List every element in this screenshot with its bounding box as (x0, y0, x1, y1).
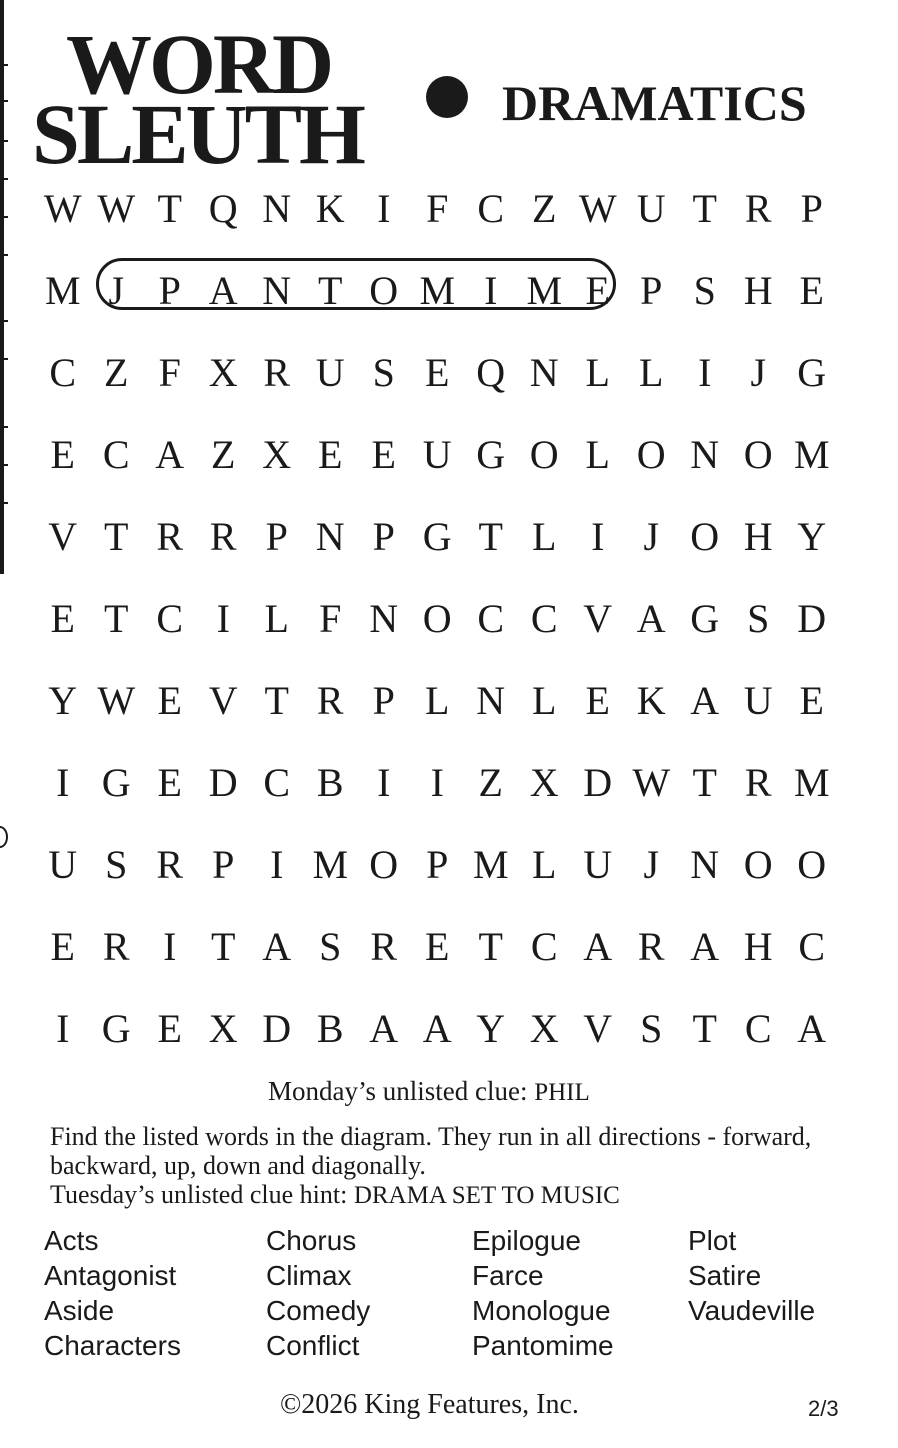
grid-letter: H (743, 924, 773, 969)
word-list-column (266, 1223, 370, 1363)
puzzle-theme: DRAMATICS (502, 75, 807, 131)
grid-letter: D (583, 760, 613, 805)
grid-letter: C (477, 186, 505, 231)
grid-letter: I (377, 760, 391, 805)
page-number: 2/3 (808, 1396, 839, 1421)
grid-letter: V (583, 1006, 613, 1051)
grid-letter: T (264, 678, 289, 723)
grid-letter: G (422, 514, 452, 559)
grid-letter: L (639, 350, 664, 395)
grid-letter: X (262, 432, 292, 477)
grid-row (36, 742, 836, 824)
grid-letter: M (793, 432, 830, 477)
grid-letter: N (315, 514, 345, 559)
margin-tick (0, 426, 8, 428)
grid-letter: I (163, 924, 177, 969)
grid-letter: W (43, 186, 82, 231)
word-list-item: Comedy (266, 1295, 371, 1326)
grid-letter: C (263, 760, 291, 805)
grid-row (36, 332, 836, 414)
grid-letter: K (315, 186, 345, 231)
puzzle-title-word: WORD (66, 16, 332, 112)
grid-letter: P (158, 268, 181, 313)
grid-letter: N (262, 186, 292, 231)
grid-letter: L (264, 596, 289, 641)
grid-letter: R (637, 924, 665, 969)
tuesday-clue (50, 1180, 620, 1211)
grid-letter: P (372, 678, 395, 723)
grid-letter: E (318, 432, 343, 477)
grid-letter: W (632, 760, 671, 805)
grid-letter: M (793, 760, 830, 805)
word-list-column (472, 1223, 614, 1363)
grid-letter: L (532, 514, 557, 559)
grid-letter: L (425, 678, 450, 723)
grid-letter: V (208, 678, 238, 723)
grid-letter: Y (797, 514, 827, 559)
grid-letter: E (157, 678, 182, 723)
grid-letter: A (155, 432, 185, 477)
grid-letter: S (747, 596, 770, 641)
margin-tick (0, 140, 8, 142)
grid-letter: E (50, 596, 75, 641)
grid-letter: U (315, 350, 345, 395)
monday-clue (268, 1076, 590, 1108)
grid-letter: W (578, 186, 617, 231)
margin-tick (0, 502, 8, 504)
word-list-item: Farce (472, 1260, 544, 1291)
grid-letter: I (56, 760, 70, 805)
grid-letter: A (369, 1006, 399, 1051)
grid-letter: I (377, 186, 391, 231)
grid-row (36, 988, 836, 1070)
grid-letter: M (44, 268, 81, 313)
monday-clue-answer: PHIL (534, 1079, 590, 1106)
word-list-item: Satire (688, 1260, 762, 1291)
grid-letter: F (158, 350, 181, 395)
tuesday-clue-answer: DRAMA SET TO MUSIC (353, 1182, 620, 1209)
grid-letter: X (208, 350, 238, 395)
grid-letter: E (585, 268, 610, 313)
grid-letter: E (585, 678, 610, 723)
grid-letter: A (208, 268, 238, 313)
grid-letter: I (56, 1006, 70, 1051)
margin-tick (0, 464, 8, 466)
margin-tick (0, 320, 8, 322)
grid-letter: L (532, 678, 557, 723)
grid-letter: O (743, 432, 773, 477)
grid-letter: A (636, 596, 666, 641)
grid-letter: R (744, 186, 772, 231)
grid-letter: T (104, 596, 129, 641)
grid-letter: R (156, 514, 184, 559)
word-list-item: Pantomime (472, 1330, 614, 1361)
grid-letter: E (425, 924, 450, 969)
grid-letter: T (157, 186, 182, 231)
grid-letter: T (692, 760, 717, 805)
tuesday-clue-label: Tuesday’s unlisted clue hint: (50, 1180, 348, 1209)
grid-letter: G (101, 1006, 131, 1051)
grid-letter: Z (104, 350, 129, 395)
margin-mark (0, 826, 8, 848)
grid-letter: R (370, 924, 398, 969)
grid-letter: P (640, 268, 663, 313)
grid-letter: O (690, 514, 720, 559)
margin-tick (0, 254, 8, 256)
grid-letter: E (799, 268, 824, 313)
grid-letter: R (102, 924, 130, 969)
grid-letter: M (472, 842, 509, 887)
copyright: ©2026 King Features, Inc. (280, 1389, 579, 1420)
grid-letter: I (216, 596, 230, 641)
grid-letter: J (108, 268, 125, 313)
grid-letter: J (750, 350, 767, 395)
grid-letter: I (270, 842, 284, 887)
grid-letter: A (422, 1006, 452, 1051)
grid-letter: C (477, 596, 505, 641)
grid-letter: E (371, 432, 396, 477)
grid-letter: H (743, 268, 773, 313)
grid-letter: U (636, 186, 666, 231)
grid-letter: A (583, 924, 613, 969)
grid-letter: T (211, 924, 236, 969)
grid-letter: P (426, 842, 449, 887)
grid-letter: O (369, 842, 399, 887)
grid-row (36, 496, 836, 578)
grid-letter: T (692, 186, 717, 231)
grid-letter: O (743, 842, 773, 887)
grid-letter: I (698, 350, 712, 395)
left-margin-rule (0, 0, 4, 574)
grid-letter: X (529, 760, 559, 805)
grid-letter: I (484, 268, 498, 313)
grid-letter: Z (532, 186, 557, 231)
grid-letter: F (319, 596, 342, 641)
grid-letter: U (48, 842, 78, 887)
grid-letter: A (797, 1006, 827, 1051)
word-list-item: Vaudeville (688, 1295, 816, 1326)
puzzle-title-sleuth: SLEUTH (32, 86, 363, 182)
grid-letter: R (263, 350, 291, 395)
grid-letter: G (690, 596, 720, 641)
word-list-column (688, 1223, 815, 1328)
word-list-item: Aside (44, 1295, 115, 1326)
word-list-column (44, 1223, 181, 1363)
grid-letter: L (585, 350, 610, 395)
grid-letter: K (636, 678, 666, 723)
grid-letter: S (640, 1006, 663, 1051)
grid-letter: T (692, 1006, 717, 1051)
grid-letter: Z (478, 760, 503, 805)
grid-letter: Z (211, 432, 236, 477)
grid-letter: C (49, 350, 77, 395)
grid-letter: E (50, 924, 75, 969)
grid-letter: D (797, 596, 827, 641)
grid-letter: U (583, 842, 613, 887)
grid-letter: A (262, 924, 292, 969)
grid-row (36, 824, 836, 906)
grid-letter: C (798, 924, 826, 969)
grid-letter: M (312, 842, 349, 887)
word-list-item: Climax (266, 1260, 352, 1291)
grid-letter: Q (476, 350, 506, 395)
grid-letter: R (156, 842, 184, 887)
monday-clue-label: Monday’s unlisted clue: (268, 1076, 528, 1106)
grid-letter: F (426, 186, 449, 231)
grid-letter: E (425, 350, 450, 395)
grid-letter: I (591, 514, 605, 559)
grid-letter: C (744, 1006, 772, 1051)
word-list-item: Epilogue (472, 1225, 581, 1256)
grid-letter: I (430, 760, 444, 805)
grid-letter: T (478, 924, 503, 969)
word-list-item: Characters (44, 1330, 181, 1361)
grid-letter: C (530, 924, 558, 969)
grid-letter: V (48, 514, 78, 559)
word-list-item: Acts (44, 1225, 99, 1256)
instructions: Find the listed words in the diagram. They run in all directions - forward, backward, up, down and diagonally. (50, 1122, 812, 1180)
margin-tick (0, 178, 8, 180)
grid-letter: L (532, 842, 557, 887)
grid-row (36, 414, 836, 496)
grid-letter: E (157, 760, 182, 805)
grid-letter: R (744, 760, 772, 805)
word-list-item: Antagonist (44, 1260, 177, 1291)
grid-letter: S (372, 350, 395, 395)
grid-letter: C (102, 432, 130, 477)
grid-letter: B (316, 1006, 344, 1051)
grid-letter: A (690, 678, 720, 723)
grid-letter: J (643, 842, 660, 887)
grid-letter: W (97, 678, 136, 723)
grid-letter: N (369, 596, 399, 641)
grid-letter: L (585, 432, 610, 477)
grid-letter: W (97, 186, 136, 231)
grid-row (36, 660, 836, 742)
found-word-circle (96, 258, 616, 310)
grid-letter: X (208, 1006, 238, 1051)
grid-letter: E (50, 432, 75, 477)
grid-letter: G (476, 432, 506, 477)
margin-tick (0, 64, 8, 66)
grid-letter: N (690, 842, 720, 887)
grid-letter: D (208, 760, 238, 805)
grid-letter: U (422, 432, 452, 477)
grid-letter: P (800, 186, 823, 231)
grid-letter: D (262, 1006, 292, 1051)
grid-letter: X (529, 1006, 559, 1051)
grid-letter: T (104, 514, 129, 559)
grid-letter: M (526, 268, 563, 313)
margin-tick (0, 358, 8, 360)
grid-letter: H (743, 514, 773, 559)
grid-letter: O (636, 432, 666, 477)
grid-letter: R (209, 514, 237, 559)
grid-letter: N (262, 268, 292, 313)
grid-letter: C (530, 596, 558, 641)
grid-letter: G (101, 760, 131, 805)
grid-row (36, 168, 836, 250)
grid-letter: O (529, 432, 559, 477)
grid-letter: J (643, 514, 660, 559)
grid-letter: B (316, 760, 344, 805)
grid-letter: O (369, 268, 399, 313)
grid-letter: O (797, 842, 827, 887)
grid-letter: S (693, 268, 716, 313)
grid-letter: V (583, 596, 613, 641)
grid-letter: T (478, 514, 503, 559)
grid-letter: A (690, 924, 720, 969)
grid-letter: T (318, 268, 343, 313)
grid-letter: S (105, 842, 128, 887)
grid-letter: U (743, 678, 773, 723)
grid-letter: Y (476, 1006, 506, 1051)
word-list-item: Monologue (472, 1295, 611, 1326)
title-bullet-icon (426, 76, 468, 118)
grid-letter: E (799, 678, 824, 723)
word-list-item: Chorus (266, 1225, 357, 1256)
grid-letter: C (156, 596, 184, 641)
grid-letter: R (316, 678, 344, 723)
grid-letter: G (797, 350, 827, 395)
grid-row (36, 578, 836, 660)
grid-letter: N (690, 432, 720, 477)
grid-letter: M (419, 268, 456, 313)
grid-letter: N (476, 678, 506, 723)
word-list-item: Plot (688, 1225, 737, 1256)
grid-letter: O (422, 596, 452, 641)
margin-tick (0, 100, 8, 102)
grid-letter: Q (208, 186, 238, 231)
grid-letter: N (529, 350, 559, 395)
grid-letter: P (212, 842, 235, 887)
grid-row (36, 906, 836, 988)
grid-letter: E (157, 1006, 182, 1051)
word-list-item: Conflict (266, 1330, 360, 1361)
grid-letter: P (372, 514, 395, 559)
grid-letter: S (319, 924, 342, 969)
margin-tick (0, 216, 8, 218)
grid-letter: P (265, 514, 288, 559)
grid-letter: Y (48, 678, 78, 723)
